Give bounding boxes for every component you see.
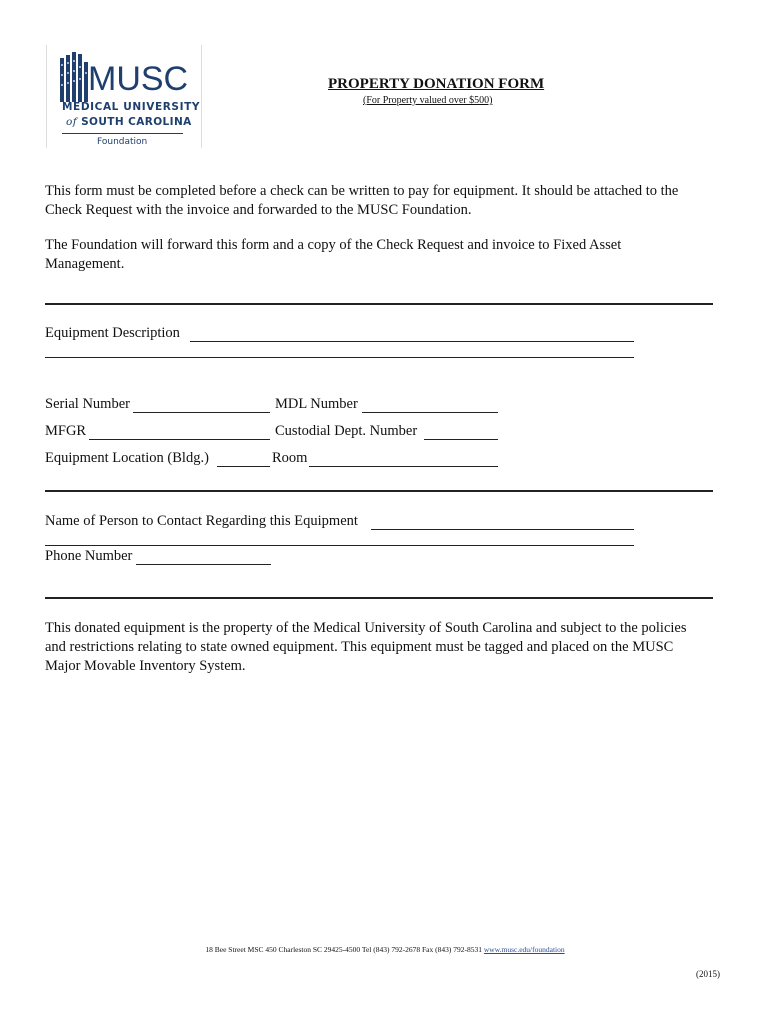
logo-foundation-text: Foundation bbox=[97, 137, 148, 147]
intro-paragraph-1 bbox=[45, 182, 725, 220]
intro-p1-line1: This form must be completed before a check can be written to pay for equipment. It should be attached to the bbox=[45, 183, 679, 199]
room-label: Room bbox=[272, 450, 308, 466]
room-field[interactable] bbox=[309, 466, 498, 467]
property-notice-paragraph bbox=[45, 619, 725, 676]
logo-of-text: of bbox=[66, 116, 78, 128]
equipment-description-label: Equipment Description bbox=[45, 325, 180, 341]
section-divider-2 bbox=[45, 490, 713, 492]
footer-website-link[interactable]: www.musc.edu/foundation bbox=[483, 945, 565, 954]
mfgr-label: MFGR bbox=[45, 423, 87, 439]
equipment-description-field[interactable] bbox=[190, 341, 634, 342]
custodial-dept-number-field[interactable] bbox=[424, 439, 498, 440]
intro-p2-line2: Management. bbox=[45, 256, 125, 272]
logo-rule bbox=[62, 133, 183, 134]
notice-line1: This donated equipment is the property of the Medical University of South Carolina and subject to the policies bbox=[45, 620, 687, 636]
custodial-dept-number-label: Custodial Dept. Number bbox=[275, 423, 418, 439]
equipment-description-field-line2[interactable] bbox=[45, 357, 634, 358]
phone-number-label: Phone Number bbox=[45, 548, 133, 564]
mfgr-field[interactable] bbox=[89, 439, 270, 440]
form-subtitle: (For Property valued over $500) bbox=[363, 95, 493, 106]
intro-p2-line1: The Foundation will forward this form and a copy of the Check Request and invoice to Fixed Asset bbox=[45, 237, 622, 253]
serial-number-field[interactable] bbox=[133, 412, 270, 413]
logo-south-carolina-text: SOUTH CAROLINA bbox=[81, 116, 192, 128]
logo-university-line: MEDICAL UNIVERSITY bbox=[62, 101, 201, 113]
logo-state-line bbox=[66, 116, 192, 128]
notice-line3: Major Movable Inventory System. bbox=[45, 658, 246, 674]
logo-wordmark: MUSC bbox=[88, 60, 189, 98]
equipment-location-label: Equipment Location (Bldg.) bbox=[45, 450, 209, 466]
contact-person-label: Name of Person to Contact Regarding this Equipment bbox=[45, 513, 358, 529]
form-title: PROPERTY DONATION FORM bbox=[328, 76, 545, 92]
contact-person-field-line2[interactable] bbox=[45, 545, 634, 546]
serial-number-label: Serial Number bbox=[45, 396, 130, 412]
notice-line2: and restrictions relating to state owned equipment. This equipment must be tagged and placed on the MUSC bbox=[45, 639, 674, 655]
section-divider-1 bbox=[45, 303, 713, 305]
equipment-location-field[interactable] bbox=[217, 466, 270, 467]
mdl-number-label: MDL Number bbox=[275, 396, 358, 412]
footer-address-text: 18 Bee Street MSC 450 Charleston SC 29425-4500 Tel (843) 792-2678 Fax (843) 792-8531 bbox=[205, 945, 484, 954]
intro-paragraph-2 bbox=[45, 236, 725, 274]
footer-address bbox=[0, 945, 770, 954]
section-divider-3 bbox=[45, 597, 713, 599]
form-year: (2015) bbox=[696, 969, 720, 979]
phone-number-field[interactable] bbox=[136, 564, 271, 565]
mdl-number-field[interactable] bbox=[362, 412, 498, 413]
intro-p1-line2: Check Request with the invoice and forwarded to the MUSC Foundation. bbox=[45, 202, 472, 218]
contact-person-field[interactable] bbox=[371, 529, 634, 530]
